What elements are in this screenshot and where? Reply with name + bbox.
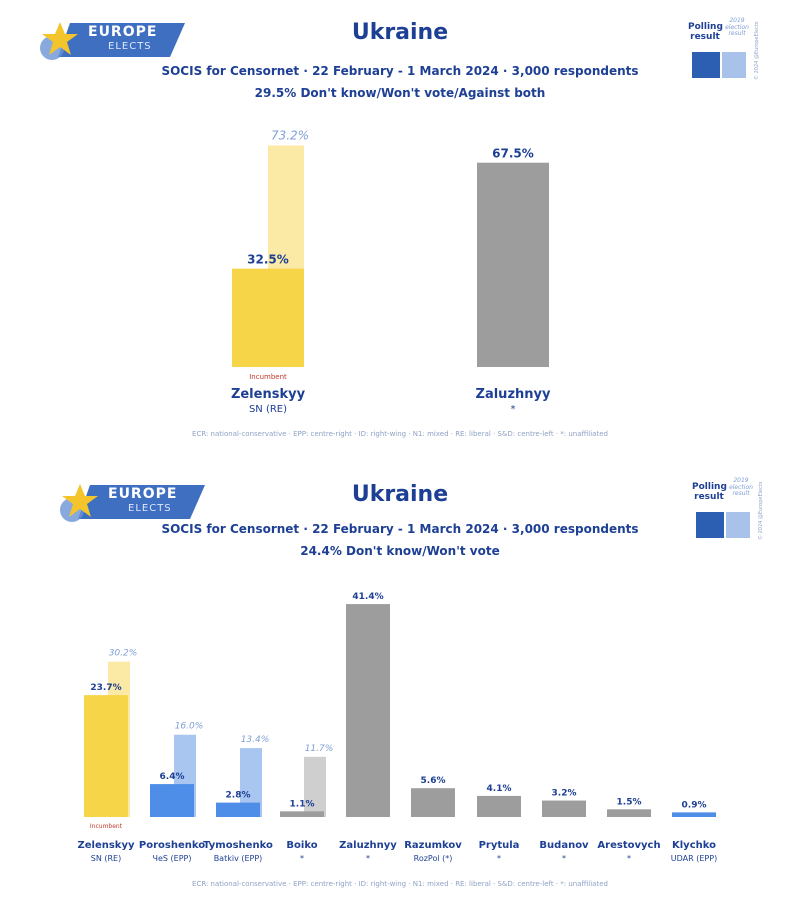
bar-klychko [672,812,716,817]
candidate-name-zaluzhnyy: Zaluzhnyy [339,840,397,851]
chart-subtitle-dont-know: 24.4% Don't know/Won't vote [300,544,500,558]
logo-word-europe: EUROPE [88,24,158,40]
prev-label-zelenskyy: 73.2% [270,128,310,143]
value-label-tymoshenko: 2.8% [225,790,251,801]
candidate-name-arestovych: Arestovych [597,840,661,851]
value-label-arestovych: 1.5% [616,797,642,808]
prev-label-boiko: 11.7% [304,743,334,754]
candidate-name-klychko: Klychko [672,840,716,851]
logo-word-elects: ELECTS [128,503,172,514]
logo-word-europe: EUROPE [108,486,178,502]
chart-subtitle: SOCIS for Censornet · 22 February - 1 March 2024 · 3,000 respondents [161,522,639,536]
candidate-name-razumkov: Razumkov [404,840,462,851]
chart-title: Ukraine [351,20,449,45]
party-label-zelenskyy: SN (RE) [90,854,122,863]
chart-subtitle-dont-know: 29.5% Don't know/Won't vote/Against both [254,86,546,100]
bar-zaluzhnyy [477,163,549,367]
bar-poroshenko [150,784,194,817]
bar-razumkov [411,788,455,817]
party-label-prytula: * [497,854,501,863]
prev-label-zelenskyy: 30.2% [108,648,138,659]
value-label-zelenskyy: 32.5% [247,252,289,267]
bar-arestovych [607,809,651,817]
bar-tymoshenko [216,803,260,817]
incumbent-note-zelenskyy: Incumbent [249,373,287,381]
party-label-zaluzhnyy: * [366,854,370,863]
candidate-name-prytula: Prytula [478,840,520,851]
party-footnote: ECR: national-conservative · EPP: centre-right · ID: right-wing · N1: mixed · RE: liberal · S&D: centre-left · *: unaffiliated [192,430,608,438]
legend-prev-label: 2019 election result [729,477,753,498]
party-label-zelenskyy: SN (RE) [248,404,288,415]
candidate-name-poroshenko: Poroshenko [138,840,206,851]
legend-polling-label: Polling result [688,22,723,43]
value-label-boiko: 1.1% [289,799,315,810]
chart-subtitle: SOCIS for Censornet · 22 February - 1 March 2024 · 3,000 respondents [161,64,639,78]
value-label-poroshenko: 6.4% [159,772,185,783]
value-label-klychko: 0.9% [681,800,707,811]
legend-prev-label: 2019 election result [725,17,749,38]
bar-budanov [542,801,586,817]
party-label-tymoshenko: Batkiv (EPP) [213,854,263,863]
value-label-prytula: 4.1% [486,783,512,794]
candidate-name-zelenskyy: Zelenskyy [230,387,306,402]
value-label-razumkov: 5.6% [420,776,446,787]
incumbent-note-zelenskyy: Incumbent [89,823,123,830]
party-label-klychko: UDAR (EPP) [670,854,718,863]
logo-word-elects: ELECTS [108,41,152,52]
party-label-boiko: * [300,854,304,863]
bar-zelenskyy [84,695,128,817]
bar-chart-2 [0,470,800,910]
value-label-zaluzhnyy: 41.4% [352,592,384,603]
prev-label-poroshenko: 16.0% [174,721,204,732]
bar-zaluzhnyy [346,604,390,817]
party-footnote: ECR: national-conservative · EPP: centre-right · ID: right-wing · N1: mixed · RE: liberal · S&D: centre-left · *: unaffiliated [192,880,608,888]
party-label-budanov: * [562,854,566,863]
chart-panel-1 [0,0,800,450]
candidate-name-zaluzhnyy: Zaluzhnyy [475,387,551,402]
chart-panel-2 [0,470,800,910]
legend-credit: © 2024 @EuropeElects [758,481,764,540]
legend-credit: © 2024 @EuropeElects [754,21,760,80]
bar-chart-1 [0,0,800,450]
party-label-razumkov: RozPol (*) [413,854,453,863]
value-label-zelenskyy: 23.7% [90,683,122,694]
candidate-name-budanov: Budanov [539,840,589,851]
party-label-arestovych: * [627,854,631,863]
chart-title: Ukraine [351,482,449,507]
candidate-name-boiko: Boiko [286,840,318,851]
prev-label-tymoshenko: 13.4% [240,735,270,746]
bar-prytula [477,796,521,817]
candidate-name-tymoshenko: Tymoshenko [203,840,273,851]
legend-polling-label: Polling result [692,482,727,503]
candidate-name-zelenskyy: Zelenskyy [77,840,135,851]
value-label-zaluzhnyy: 67.5% [492,146,534,161]
party-label-zaluzhnyy: * [510,404,516,415]
bar-boiko [280,811,324,817]
value-label-budanov: 3.2% [551,788,577,799]
bar-zelenskyy [232,269,304,367]
party-label-poroshenko: ЧеS (EPP) [152,854,192,863]
